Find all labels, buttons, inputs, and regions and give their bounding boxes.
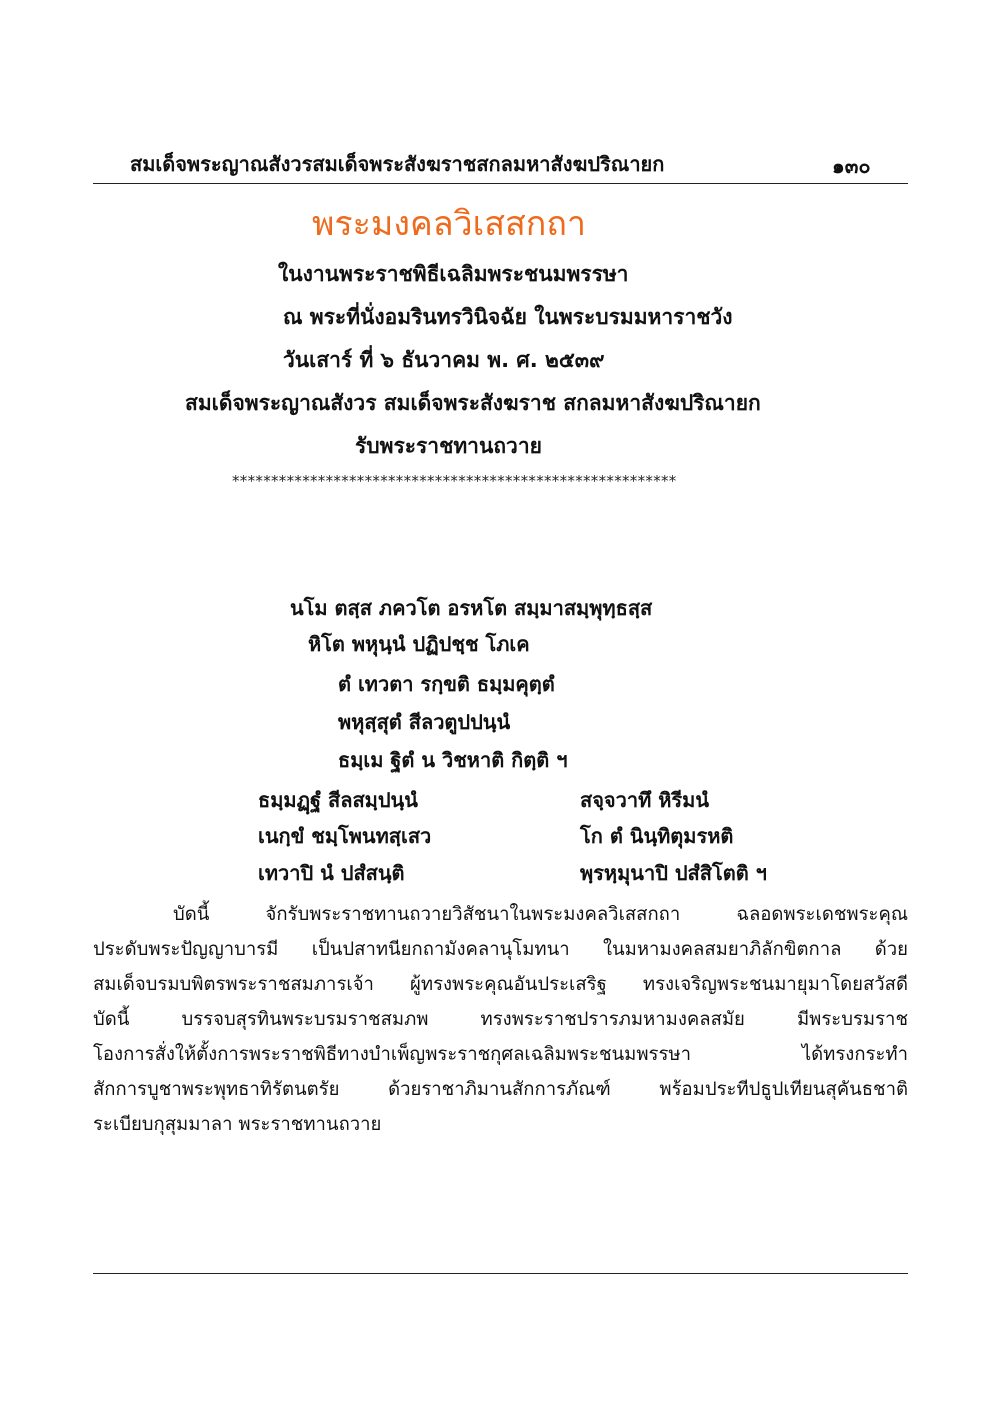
body-line: บัดนี้ บรรจบสุรทินพระบรมราชสมภพ ทรงพระราชปรารภมหามงคลสมัย มีพระบรมราช	[93, 1009, 908, 1030]
separator-stars: *********************************************************	[232, 472, 677, 490]
sermon-title: พระมงคลวิเสสกถา	[312, 204, 587, 244]
body-line: สมเด็จบรมบพิตรพระราชสมภารเจ้า ผู้ทรงพระคุณอันประเสริฐ ทรงเจริญพระชนมายุมาโดยสวัสดี	[93, 974, 908, 995]
verse-pair-left: ธมฺมฏฺฐํ สีลสมฺปนฺนํ	[258, 788, 418, 812]
body-paragraph	[93, 897, 908, 1142]
verse-line: หิโต พหุนฺนํ ปฏิปชฺช โภเค	[308, 632, 530, 656]
page-number: ๑๓๐	[832, 154, 871, 178]
subtitle-date: วันเสาร์ ที่ ๖ ธันวาคม พ. ศ. ๒๕๓๙	[283, 348, 605, 372]
running-header-title: สมเด็จพระญาณสังวรสมเด็จพระสังฆราชสกลมหาสังฆปริณายก	[130, 152, 665, 176]
body-line: บัดนี้ จักรับพระราชทานถวายวิสัชนาในพระมงคลวิเสสกถา ฉลอดพระเดชพระคุณ	[173, 904, 908, 925]
verse-line: นโม ตสฺส ภควโต อรหโต สมฺมาสมฺพุทฺธสฺส	[290, 596, 653, 620]
body-line: โองการสั่งให้ตั้งการพระราชพิธีทางบำเพ็ญพระราชกุศลเฉลิมพระชนมพรรษา ได้ทรงกระทำ	[93, 1044, 908, 1065]
subtitle-venue: ณ พระที่นั่งอมรินทรวินิจฉัย ในพระบรมมหาราชวัง	[283, 305, 733, 329]
footer-rule	[93, 1273, 908, 1274]
verse-pair-right: โก ตํ นินฺทิตุมรหติ	[580, 824, 734, 848]
body-line: สักการบูชาพระพุทธาทิรัตนตรัย ด้วยราชาภิมานสักการภัณฑ์ พร้อมประทีปธูปเทียนสุคันธชาติ	[93, 1079, 908, 1100]
body-line: ประดับพระปัญญาบารมี เป็นปสาทนียกถามังคลานุโมทนา ในมหามงคลสมยาภิลักขิตกาล ด้วย	[93, 939, 908, 960]
header-rule	[93, 183, 908, 184]
subtitle-ceremony: ในงานพระราชพิธีเฉลิมพระชนมพรรษา	[278, 262, 629, 286]
subtitle-speaker: สมเด็จพระญาณสังวร สมเด็จพระสังฆราช สกลมหาสังฆปริณายก	[185, 391, 761, 415]
body-line: ระเบียบกุสุมมาลา พระราชทานถวาย	[93, 1114, 382, 1135]
verse-line: พหุสฺสุตํ สีลวตูปปนฺนํ	[338, 710, 511, 734]
verse-line: ธมฺเม ฐิตํ น วิชหาติ กิตฺติ ฯ	[338, 748, 568, 772]
verse-line: ตํ เทวตา รกฺขติ ธมฺมคุตฺตํ	[338, 672, 555, 696]
verse-pair-left: เนกฺขํ ชมฺโพนทสฺเสว	[258, 824, 432, 848]
verse-pair-left: เทวาปิ นํ ปสํสนฺติ	[258, 861, 405, 885]
verse-pair-right: สจฺจวาทึ หิรีมนํ	[580, 788, 710, 812]
verse-pair-right: พฺรหฺมุนาปิ ปสํสิโตติ ฯ	[580, 861, 767, 885]
subtitle-received: รับพระราชทานถวาย	[355, 434, 542, 458]
